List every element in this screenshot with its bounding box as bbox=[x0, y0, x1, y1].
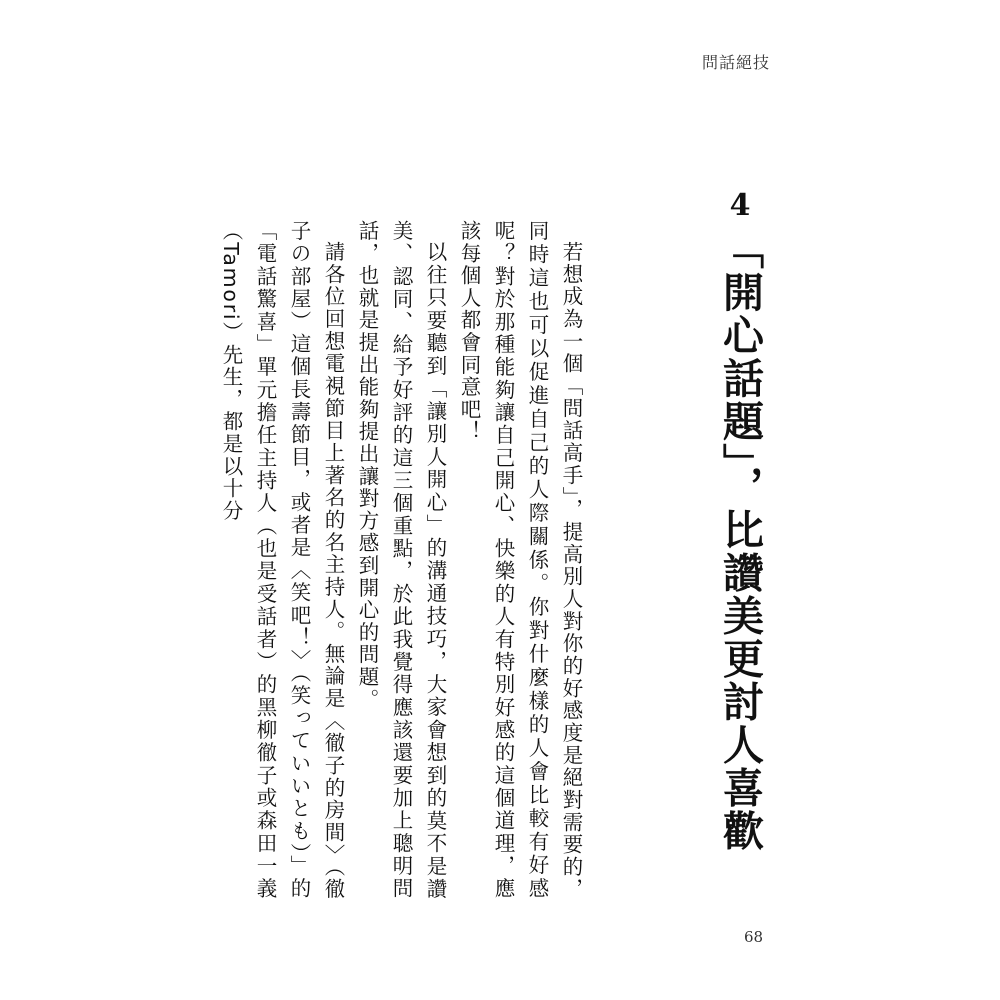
running-head: 問話絕技 bbox=[701, 53, 770, 72]
chapter-title: 「開心話題」，比讚美更討人喜歡 bbox=[716, 228, 764, 853]
paragraph-3: 請各位回想電視節目上著名的名主持人。無論是〈徹子的房間〉（徹子の部屋）這個長壽節目，或者是〈笑吧！〉（笑っていいとも）」的「電話驚喜」單元擔任主持人（也是受話者）的黑柳徹子或森田一義（Tamori）先生，都是以十分 bbox=[219, 220, 345, 900]
paragraph-1: 若想成為一個「問話高手」，提高別人對你的好感度是絕對需要的，同時這也可以促進自己的人際關係。你對什麼樣的人會比較有好感呢？對於那種能夠讓自己開心、快樂的人有特別好感的這個道理，應該每個人都會同意吧！ bbox=[457, 220, 583, 900]
paragraph-2: 以往只要聽到「讓別人開心」的溝通技巧，大家會想到的莫不是讚美、認同、給予好評的這三個重點，於此我覺得應該還要加上聰明問話，也就是提出能夠提出讓對方感到開心的問題。 bbox=[355, 220, 447, 900]
page-number: 68 bbox=[744, 928, 764, 946]
chapter-number: 4 bbox=[729, 188, 751, 223]
body-text bbox=[214, 220, 588, 900]
